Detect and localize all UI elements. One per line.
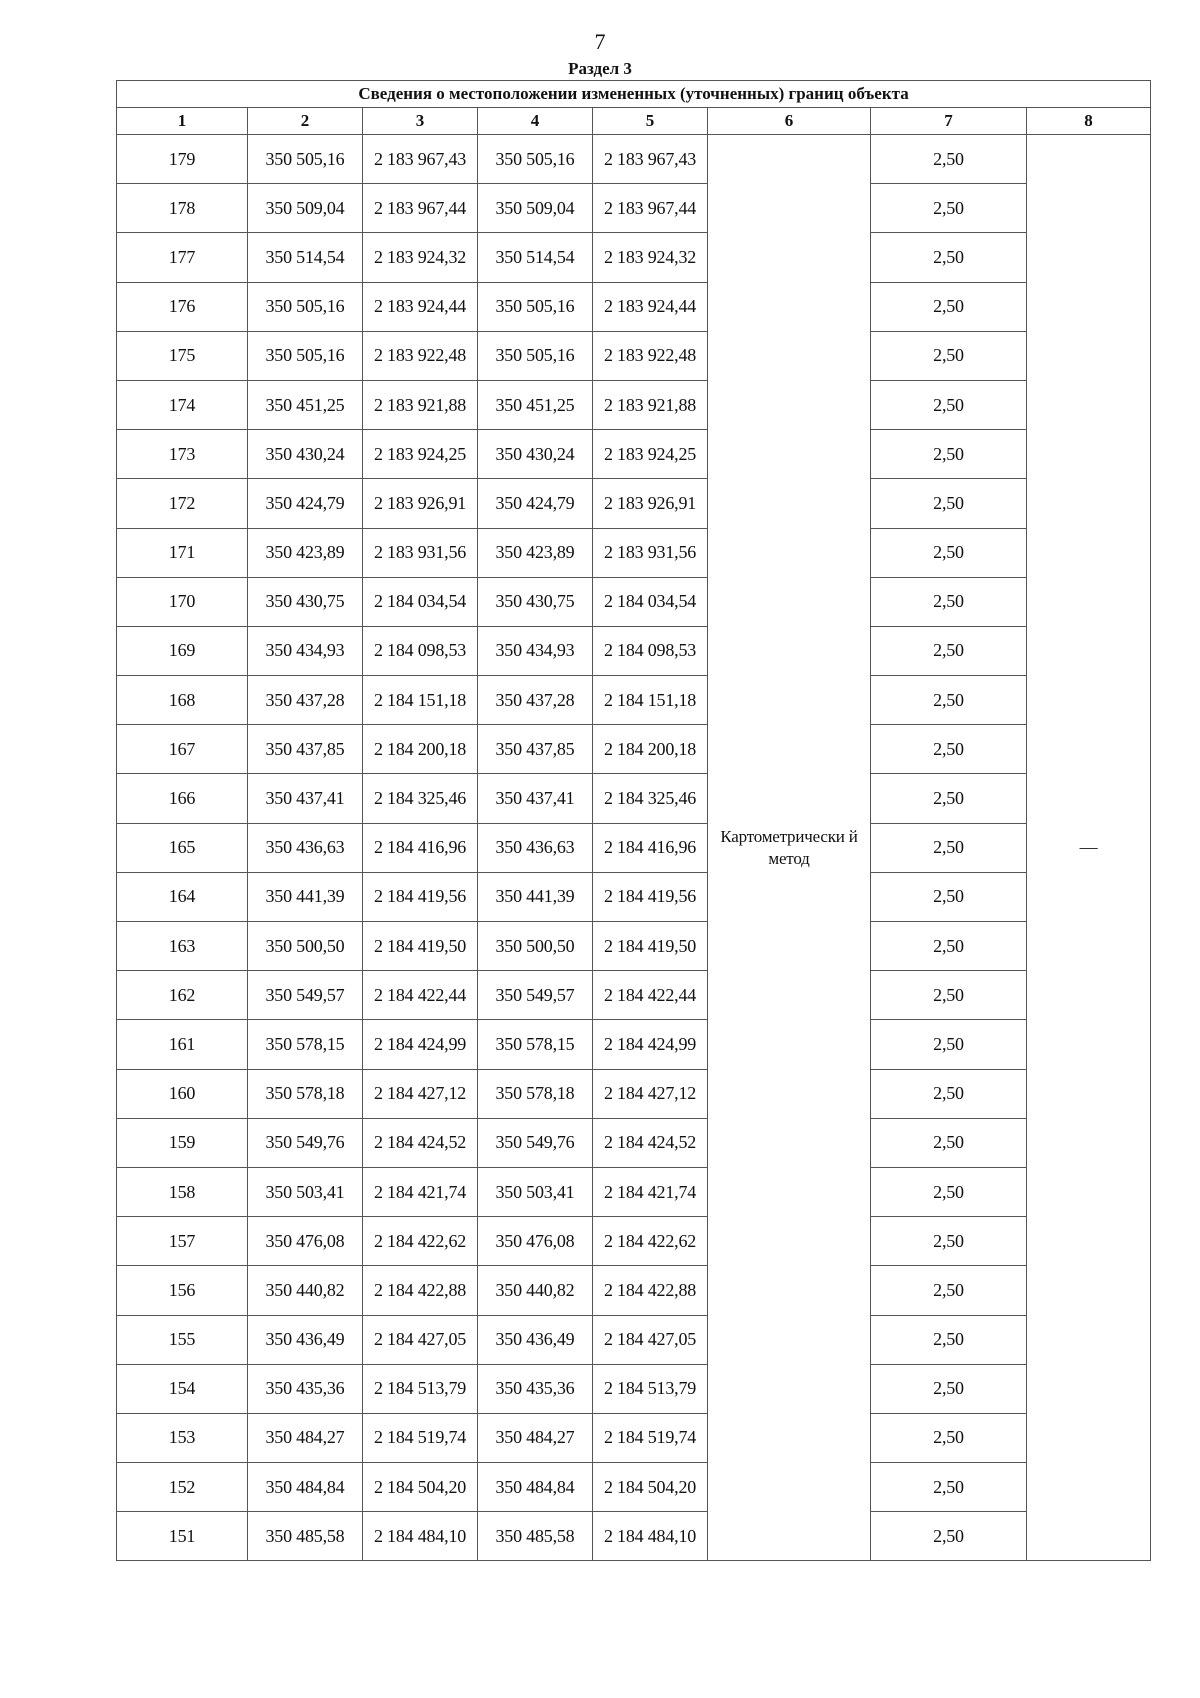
y-new-cell: 2 184 098,53 [593,626,708,675]
x-new-cell: 350 437,41 [478,774,593,823]
y-old-cell: 2 184 416,96 [363,823,478,872]
y-new-cell: 2 183 967,43 [593,135,708,184]
accuracy-cell: 2,50 [871,135,1027,184]
table-row [117,528,1151,577]
y-new-cell: 2 184 513,79 [593,1364,708,1413]
y-new-cell: 2 184 151,18 [593,676,708,725]
point-number-cell: 154 [117,1364,248,1413]
x-new-cell: 350 505,16 [478,282,593,331]
accuracy-cell: 2,50 [871,676,1027,725]
point-number-cell: 156 [117,1266,248,1315]
x-old-cell: 350 435,36 [248,1364,363,1413]
accuracy-cell: 2,50 [871,430,1027,479]
y-old-cell: 2 183 967,44 [363,184,478,233]
y-old-cell: 2 184 427,12 [363,1069,478,1118]
x-old-cell: 350 437,41 [248,774,363,823]
x-old-cell: 350 503,41 [248,1167,363,1216]
x-new-cell: 350 437,28 [478,676,593,725]
table-row [117,233,1151,282]
accuracy-cell: 2,50 [871,1315,1027,1364]
table-row [117,135,1151,184]
y-new-cell: 2 183 967,44 [593,184,708,233]
point-number-cell: 175 [117,331,248,380]
x-new-cell: 350 509,04 [478,184,593,233]
point-number-cell: 165 [117,823,248,872]
x-old-cell: 350 436,63 [248,823,363,872]
table-row [117,626,1151,675]
y-old-cell: 2 183 924,32 [363,233,478,282]
accuracy-cell: 2,50 [871,1020,1027,1069]
table-row [117,380,1151,429]
accuracy-cell: 2,50 [871,823,1027,872]
y-new-cell: 2 183 924,44 [593,282,708,331]
accuracy-cell: 2,50 [871,1512,1027,1561]
x-old-cell: 350 430,24 [248,430,363,479]
column-number: 5 [593,108,708,135]
table-row [117,1118,1151,1167]
y-new-cell: 2 184 419,50 [593,922,708,971]
accuracy-cell: 2,50 [871,528,1027,577]
table-row [117,676,1151,725]
y-new-cell: 2 184 422,62 [593,1217,708,1266]
accuracy-cell: 2,50 [871,1266,1027,1315]
column-number-row [117,108,1151,135]
x-old-cell: 350 549,76 [248,1118,363,1167]
page-number: 7 [594,29,606,54]
x-new-cell: 350 441,39 [478,872,593,921]
point-number-cell: 164 [117,872,248,921]
table-caption: Сведения о местоположении измененных (уточненных) границ объекта [117,81,1151,108]
y-new-cell: 2 183 922,48 [593,331,708,380]
x-old-cell: 350 485,58 [248,1512,363,1561]
point-number-cell: 166 [117,774,248,823]
accuracy-cell: 2,50 [871,1364,1027,1413]
x-new-cell: 350 484,84 [478,1463,593,1512]
x-old-cell: 350 430,75 [248,577,363,626]
y-new-cell: 2 183 931,56 [593,528,708,577]
x-old-cell: 350 424,79 [248,479,363,528]
x-old-cell: 350 436,49 [248,1315,363,1364]
y-old-cell: 2 183 924,44 [363,282,478,331]
x-old-cell: 350 578,18 [248,1069,363,1118]
table-row [117,1364,1151,1413]
x-old-cell: 350 578,15 [248,1020,363,1069]
x-new-cell: 350 437,85 [478,725,593,774]
x-old-cell: 350 434,93 [248,626,363,675]
accuracy-cell: 2,50 [871,1413,1027,1462]
x-old-cell: 350 437,85 [248,725,363,774]
coordinates-table [116,80,1151,1561]
point-number-cell: 168 [117,676,248,725]
table-body [117,135,1151,1561]
x-old-cell: 350 505,16 [248,135,363,184]
x-new-cell: 350 451,25 [478,380,593,429]
y-new-cell: 2 184 427,12 [593,1069,708,1118]
y-new-cell: 2 183 921,88 [593,380,708,429]
table-row [117,479,1151,528]
y-new-cell: 2 183 926,91 [593,479,708,528]
table-row [117,1020,1151,1069]
accuracy-cell: 2,50 [871,971,1027,1020]
table-row [117,872,1151,921]
y-new-cell: 2 184 422,88 [593,1266,708,1315]
x-old-cell: 350 484,27 [248,1413,363,1462]
y-new-cell: 2 184 424,99 [593,1020,708,1069]
y-new-cell: 2 184 484,10 [593,1512,708,1561]
y-old-cell: 2 184 504,20 [363,1463,478,1512]
point-number-cell: 155 [117,1315,248,1364]
accuracy-cell: 2,50 [871,380,1027,429]
x-new-cell: 350 434,93 [478,626,593,675]
x-new-cell: 350 549,76 [478,1118,593,1167]
y-old-cell: 2 184 421,74 [363,1167,478,1216]
note-cell: — [1027,135,1151,1561]
table-row [117,1167,1151,1216]
x-new-cell: 350 435,36 [478,1364,593,1413]
x-old-cell: 350 437,28 [248,676,363,725]
column-number: 8 [1027,108,1151,135]
point-number-cell: 178 [117,184,248,233]
table-row [117,725,1151,774]
point-number-cell: 157 [117,1217,248,1266]
x-old-cell: 350 476,08 [248,1217,363,1266]
x-new-cell: 350 476,08 [478,1217,593,1266]
accuracy-cell: 2,50 [871,184,1027,233]
x-new-cell: 350 440,82 [478,1266,593,1315]
table-row [117,184,1151,233]
section-title: Раздел 3 [568,59,632,78]
table-row [117,1069,1151,1118]
x-new-cell: 350 514,54 [478,233,593,282]
table-row [117,1315,1151,1364]
accuracy-cell: 2,50 [871,1118,1027,1167]
point-number-cell: 153 [117,1413,248,1462]
y-new-cell: 2 184 504,20 [593,1463,708,1512]
column-number: 4 [478,108,593,135]
accuracy-cell: 2,50 [871,282,1027,331]
accuracy-cell: 2,50 [871,872,1027,921]
point-number-cell: 176 [117,282,248,331]
accuracy-cell: 2,50 [871,774,1027,823]
y-new-cell: 2 184 419,56 [593,872,708,921]
x-old-cell: 350 451,25 [248,380,363,429]
point-number-cell: 152 [117,1463,248,1512]
table-row [117,1217,1151,1266]
x-new-cell: 350 436,49 [478,1315,593,1364]
y-old-cell: 2 184 200,18 [363,725,478,774]
point-number-cell: 171 [117,528,248,577]
y-old-cell: 2 183 921,88 [363,380,478,429]
accuracy-cell: 2,50 [871,233,1027,282]
point-number-cell: 172 [117,479,248,528]
y-new-cell: 2 184 200,18 [593,725,708,774]
y-new-cell: 2 184 421,74 [593,1167,708,1216]
x-old-cell: 350 514,54 [248,233,363,282]
y-old-cell: 2 184 325,46 [363,774,478,823]
y-old-cell: 2 184 151,18 [363,676,478,725]
y-old-cell: 2 183 926,91 [363,479,478,528]
accuracy-cell: 2,50 [871,479,1027,528]
y-new-cell: 2 184 422,44 [593,971,708,1020]
point-number-cell: 151 [117,1512,248,1561]
x-old-cell: 350 440,82 [248,1266,363,1315]
y-old-cell: 2 184 419,56 [363,872,478,921]
table-row [117,1512,1151,1561]
point-number-cell: 161 [117,1020,248,1069]
method-cell: Картометрически й метод [708,135,871,1561]
x-old-cell: 350 484,84 [248,1463,363,1512]
y-old-cell: 2 184 422,44 [363,971,478,1020]
point-number-cell: 167 [117,725,248,774]
x-old-cell: 350 505,16 [248,331,363,380]
point-number-cell: 179 [117,135,248,184]
point-number-cell: 159 [117,1118,248,1167]
y-old-cell: 2 184 427,05 [363,1315,478,1364]
x-new-cell: 350 500,50 [478,922,593,971]
table-row [117,430,1151,479]
x-new-cell: 350 505,16 [478,135,593,184]
y-new-cell: 2 183 924,25 [593,430,708,479]
x-new-cell: 350 505,16 [478,331,593,380]
y-old-cell: 2 183 967,43 [363,135,478,184]
column-number: 7 [871,108,1027,135]
table-row [117,823,1151,872]
x-new-cell: 350 578,15 [478,1020,593,1069]
x-old-cell: 350 441,39 [248,872,363,921]
point-number-cell: 163 [117,922,248,971]
y-old-cell: 2 184 424,99 [363,1020,478,1069]
x-new-cell: 350 503,41 [478,1167,593,1216]
column-number: 2 [248,108,363,135]
table-row [117,1413,1151,1462]
y-old-cell: 2 183 924,25 [363,430,478,479]
x-old-cell: 350 509,04 [248,184,363,233]
x-new-cell: 350 578,18 [478,1069,593,1118]
accuracy-cell: 2,50 [871,1463,1027,1512]
y-new-cell: 2 184 034,54 [593,577,708,626]
y-old-cell: 2 184 519,74 [363,1413,478,1462]
point-number-cell: 177 [117,233,248,282]
x-new-cell: 350 549,57 [478,971,593,1020]
point-number-cell: 162 [117,971,248,1020]
x-old-cell: 350 505,16 [248,282,363,331]
accuracy-cell: 2,50 [871,725,1027,774]
y-new-cell: 2 184 427,05 [593,1315,708,1364]
x-new-cell: 350 436,63 [478,823,593,872]
x-new-cell: 350 485,58 [478,1512,593,1561]
y-old-cell: 2 183 931,56 [363,528,478,577]
y-old-cell: 2 184 034,54 [363,577,478,626]
point-number-cell: 170 [117,577,248,626]
table-row [117,1463,1151,1512]
x-new-cell: 350 430,24 [478,430,593,479]
table-row [117,922,1151,971]
x-old-cell: 350 423,89 [248,528,363,577]
accuracy-cell: 2,50 [871,626,1027,675]
table-row [117,971,1151,1020]
x-new-cell: 350 430,75 [478,577,593,626]
table-row [117,282,1151,331]
y-old-cell: 2 184 422,62 [363,1217,478,1266]
y-old-cell: 2 183 922,48 [363,331,478,380]
x-new-cell: 350 424,79 [478,479,593,528]
point-number-cell: 158 [117,1167,248,1216]
point-number-cell: 169 [117,626,248,675]
x-old-cell: 350 549,57 [248,971,363,1020]
point-number-cell: 173 [117,430,248,479]
y-old-cell: 2 184 484,10 [363,1512,478,1561]
accuracy-cell: 2,50 [871,577,1027,626]
point-number-cell: 160 [117,1069,248,1118]
y-old-cell: 2 184 422,88 [363,1266,478,1315]
table-row [117,1266,1151,1315]
x-old-cell: 350 500,50 [248,922,363,971]
column-number: 6 [708,108,871,135]
accuracy-cell: 2,50 [871,331,1027,380]
accuracy-cell: 2,50 [871,922,1027,971]
accuracy-cell: 2,50 [871,1069,1027,1118]
x-new-cell: 350 423,89 [478,528,593,577]
y-old-cell: 2 184 098,53 [363,626,478,675]
accuracy-cell: 2,50 [871,1217,1027,1266]
point-number-cell: 174 [117,380,248,429]
column-number: 3 [363,108,478,135]
x-new-cell: 350 484,27 [478,1413,593,1462]
y-new-cell: 2 184 325,46 [593,774,708,823]
y-old-cell: 2 184 424,52 [363,1118,478,1167]
y-old-cell: 2 184 419,50 [363,922,478,971]
y-old-cell: 2 184 513,79 [363,1364,478,1413]
column-number: 1 [117,108,248,135]
y-new-cell: 2 184 416,96 [593,823,708,872]
table-row [117,331,1151,380]
y-new-cell: 2 183 924,32 [593,233,708,282]
table-row [117,577,1151,626]
table-row [117,774,1151,823]
accuracy-cell: 2,50 [871,1167,1027,1216]
y-new-cell: 2 184 424,52 [593,1118,708,1167]
y-new-cell: 2 184 519,74 [593,1413,708,1462]
